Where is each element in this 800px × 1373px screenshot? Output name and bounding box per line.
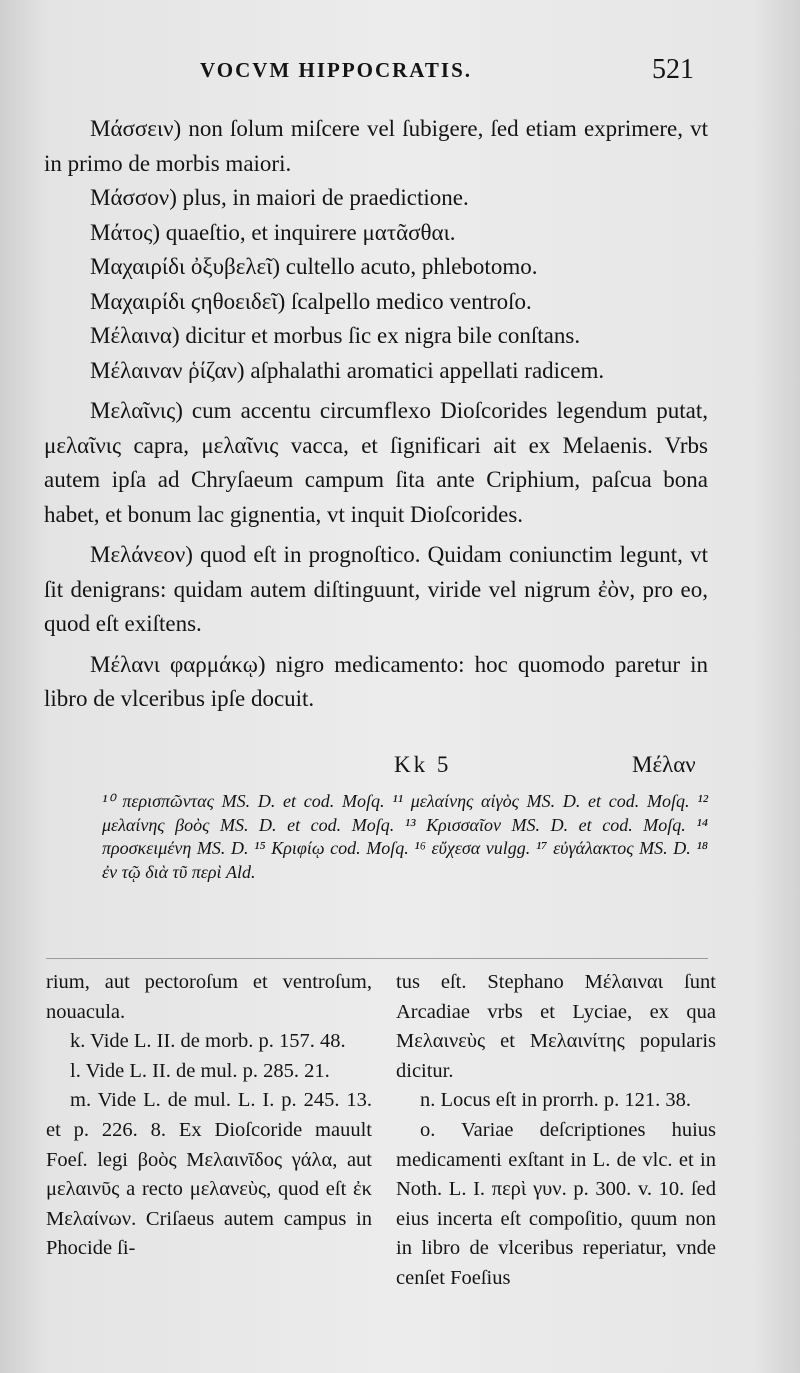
signature-mark: Kk 5 (394, 752, 452, 777)
main-text-block (44, 112, 708, 717)
left-notes-column (46, 968, 372, 1264)
divider-rule (46, 958, 708, 959)
note-continuation: rium, aut pectoroſum et ventroſum, nouacula. (46, 971, 372, 1023)
page-header (0, 52, 800, 92)
entry-matos: Μάτος) quaeſtio, et inquirere ματᾶσθαι. (90, 219, 456, 245)
running-title: VOCVM HIPPOCRATIS. (200, 58, 473, 82)
entry-machairidi-stethoeidei: Μαχαιρίδι ϛηθοειδεῖ) ſcalpello medico ventroſo. (90, 288, 532, 314)
catchline (0, 752, 800, 786)
note-k: k. Vide L. II. de morb. p. 157. 48. (70, 1030, 346, 1053)
note-o: o. Variae deſcriptiones huius medicamenti exſtant in L. de vlc. et in Noth. L. I. περὶ γυν. p. 300. v. 10. ſed eius incerta eſt compoſitio, quum non in libro de vlceribus reperiatur, vnde cenſet Foeſius (396, 1118, 716, 1289)
note-m: m. Vide L. de mul. L. I. p. 245. 13. et p. 226. 8. Ex Dioſcoride mauult Foeſ. legi βοὸς Μελαινῖδος γάλα, aut μελαινῦς a recto μελανεὺς, quod eſt ἐκ Μελαίνων. Criſaeus autem campus in Phocide ſi- (46, 1089, 372, 1260)
entry-melainis: Μελαῖνις) cum accentu circumflexo Dioſcorides legendum putat, μελαῖνις capra, μελαῖνις vacca, et ſignificari ait ex Melaenis. Vrbs autem ipſa ad Chryſaeum campum ſita ante Criphium, paſcua bona habet, et bonum lac gignentia, vt inquit Dioſcorides. (44, 398, 708, 527)
entry-melainan-rhizan: Μέλαιναν ῥίζαν) aſphalathi aromatici appellati radicem. (90, 357, 605, 383)
entry-melaneon: Μελάνεον) quod eſt in prognoſtico. Quidam coniunctim legunt, vt ſit denigrans: quidam autem diſtinguunt, viride vel nigrum ἐὸν, pro eo, quod eſt exiſtens. (44, 542, 708, 636)
footnotes (102, 790, 708, 884)
catchword: Μέλαν (632, 752, 696, 777)
note-n: n. Locus eſt in prorrh. p. 121. 38. (420, 1089, 692, 1112)
note-l: l. Vide L. II. de mul. p. 285. 21. (70, 1059, 330, 1082)
entry-massein: Μάσσειν) non ſolum miſcere vel ſubigere, ſed etiam exprimere, vt in primo de morbis maiori. (44, 116, 708, 176)
page-number: 521 (652, 54, 694, 85)
right-notes-column (396, 968, 716, 1294)
entry-machairidi-oxybelei: Μαχαιρίδι ὀξυβελεῖ) cultello acuto, phlebotomo. (90, 254, 538, 279)
entry-melani-pharmako: Μέλανι φαρμάκῳ) nigro medicamento: hoc quomodo paretur in libro de vlceribus ipſe docuit. (44, 651, 708, 711)
note-m-continuation: tus eſt. Stephano Μέλαιναι ſunt Arcadiae vrbs et Lyciae, ex qua Μελαινεὺς et Μελαινίτης popularis dicitur. (396, 971, 716, 1082)
entry-melaina: Μέλαινα) dicitur et morbus ſic ex nigra bile conſtans. (90, 323, 581, 348)
entry-masson: Μάσσον) plus, in maiori de praedictione. (90, 185, 469, 210)
footnote-text: ¹⁰ περισπῶντας MS. D. et cod. Moſq. ¹¹ μελαίνης αἰγὸς MS. D. et cod. Moſq. ¹² μελαίνης βοὸς MS. D. et cod. Moſq. ¹³ Κρισσαῖον MS. D. et cod. Moſq. ¹⁴ προσκειμένη MS. D. ¹⁵ Κριφίῳ cod. Moſq. ¹⁶ εὔχεσα vulgg. ¹⁷ εὐγάλακτος MS. D. ¹⁸ ἐν τῷ διὰ τῦ περὶ Ald. (102, 791, 708, 882)
